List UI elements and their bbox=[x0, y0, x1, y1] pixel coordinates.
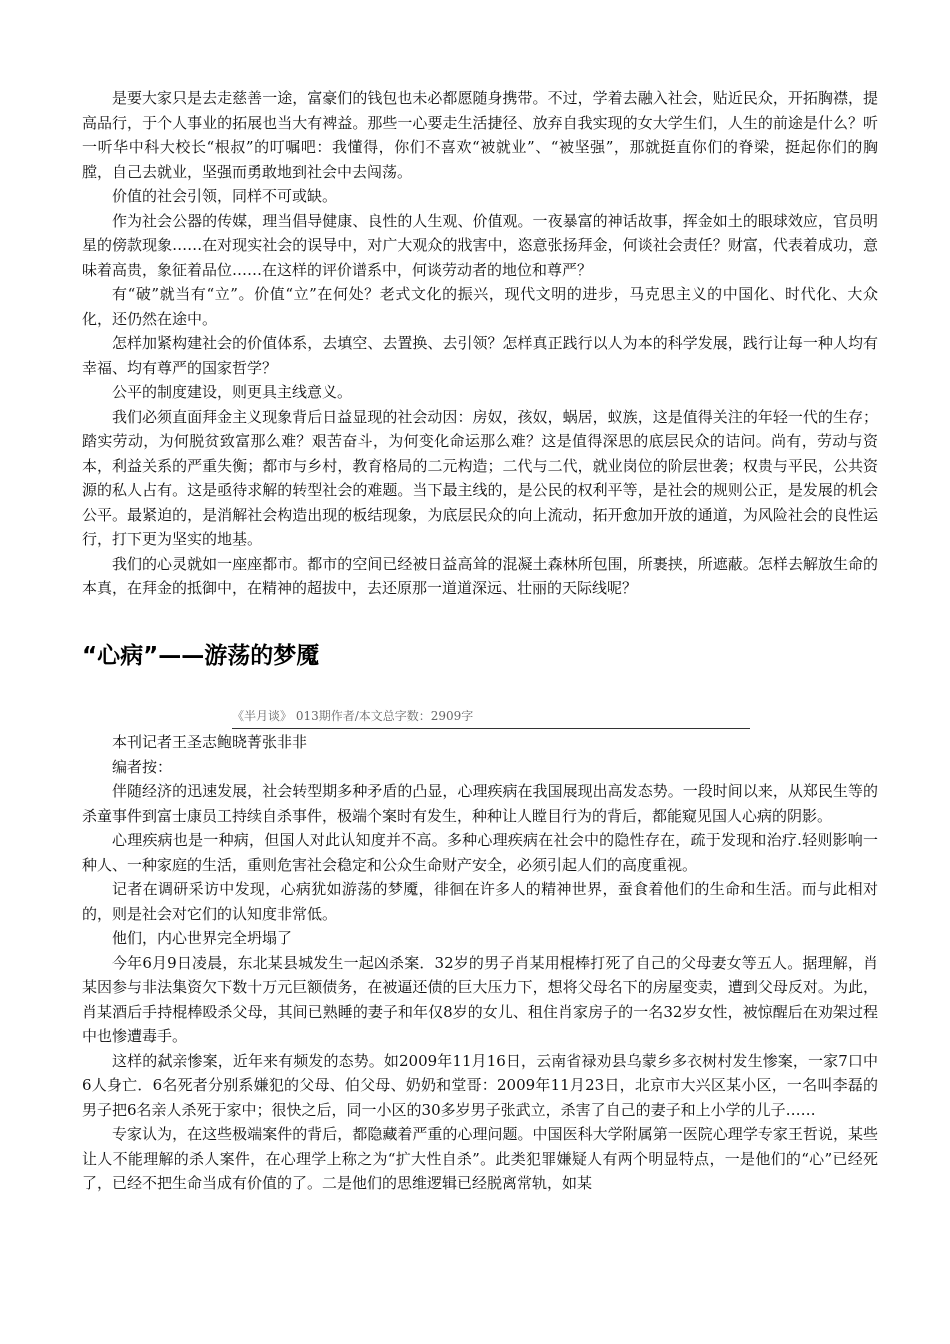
body-paragraph: 怎样加紧构建社会的价值体系，去填空、去置换、去引领？怎样真正践行以人为本的科学发展，践行让每一种人均有幸福、均有尊严的国家哲学？ bbox=[82, 334, 878, 377]
article-source-line bbox=[232, 707, 750, 729]
body-paragraph: 这样的弑亲惨案，近年来有频发的态势。如2009年11月16日，云南省禄劝县乌蒙乡多衣树村发生惨案，一家7口中6人身亡．6名死者分别系嫌犯的父母、伯父母、奶奶和堂哥：2009年11月23日，北京市大兴区某小区，一名叫李磊的男子把6名亲人杀死于家中；很快之后，同一小区的30多岁男子张武立，杀害了自己的妻子和上小学的儿子…… bbox=[82, 1051, 878, 1119]
body-paragraph: 伴随经济的迅速发展，社会转型期多种矛盾的凸显，心理疾病在我国展现出高发态势。一段时间以来，从郑民生等的杀童事件到富士康员工持续自杀事件，极端个案时有发生，种种让人瞠目行为的背后，都能窥见国人心病的阴影。 bbox=[82, 782, 878, 825]
body-paragraph: 记者在调研采访中发现，心病犹如游荡的梦魇，徘徊在许多人的精神世界，蚕食着他们的生命和生活。而与此相对的，则是社会对它们的认知度非常低。 bbox=[82, 880, 878, 923]
article-title: “心病”——游荡的梦魇 bbox=[82, 643, 320, 669]
body-paragraph: 专家认为，在这些极端案件的背后，都隐藏着严重的心理问题。中国医科大学附属第一医院心理学专家王哲说，某些让人不能理解的杀人案件，在心理学上称之为“扩大性自杀”。此类犯罪嫌疑人有两个明显特点，一是他们的“心”已经死了，已经不把生命当成有价值的了。二是他们的思维逻辑已经脱离常轨，如某 bbox=[82, 1125, 878, 1192]
body-paragraph: 有“破”就当有“立”。价值“立”在何处？老式文化的振兴，现代文明的进步，马克思主义的中国化、时代化、大众化，还仍然在途中。 bbox=[82, 285, 879, 328]
body-paragraph: 作为社会公器的传媒，理当倡导健康、良性的人生观、价值观。一夜暴富的神话故事，挥金如土的眼球效应，官员明星的傍款现象……在对现实社会的误导中，对广大观众的戕害中，恣意张扬拜金，何谈社会责任？财富，代表着成功，意味着高贵，象征着品位……在这样的评价谱系中，何谈劳动者的地位和尊严？ bbox=[82, 211, 878, 279]
body-paragraph: 公平的制度建设，则更具主线意义。 bbox=[112, 383, 353, 401]
article-source: 《半月谈》 013期作者/本文总字数：2909字 bbox=[232, 709, 474, 723]
body-paragraph: 我们的心灵就如一座座都市。都市的空间已经被日益高耸的混凝土森林所包围，所裹挟，所遮蔽。怎样去解放生命的本真，在拜金的抵御中，在精神的超拔中，去还原那一道道深远、壮丽的天际线呢？ bbox=[82, 554, 878, 597]
article-body bbox=[82, 730, 878, 1196]
body-paragraph: 心理疾病也是一种病，但国人对此认知度并不高。多种心理疾病在社会中的隐性存在，疏于发现和治疗.轻则影响一种人、一种家庭的生活，重则危害社会稳定和公众生命财产安全，必须引起人们的高度重视。 bbox=[82, 831, 878, 874]
body-paragraph: 是要大家只是去走慈善一途，富豪们的钱包也未必都愿随身携带。不过，学着去融入社会，贴近民众，开拓胸襟，提高品行，于个人事业的拓展也当大有裨益。那些一心要走生活捷径、放弃自我实现的女大学生们，人生的前途是什么？听一听华中科大校长“根叔”的叮嘱吧：我懂得，你们不喜欢“被就业”、“被坚强”，那就挺直你们的脊梁，挺起你们的胸膛，自己去就业，坚强而勇敢地到社会中去闯荡。 bbox=[82, 89, 878, 181]
byline: 本刊记者王圣志鲍晓菁张非非 bbox=[112, 733, 308, 751]
body-paragraph: 价值的社会引领，同样不可或缺。 bbox=[112, 187, 338, 205]
editor-note-label: 编者按： bbox=[112, 757, 173, 776]
section-subheading: 他们，内心世界完全坍塌了 bbox=[112, 929, 293, 947]
previous-article-body bbox=[82, 86, 878, 601]
body-paragraph: 今年6月9日凌晨，东北某县城发生一起凶杀案．32岁的男子肖某用棍棒打死了自己的父母妻女等五人。据理解，肖某因参与非法集资欠下数十万元巨额债务，在被逼还债的巨大压力下，想将父母名下的房屋变卖，遭到父母反对。为此，肖某酒后手持棍棒殴杀父母，其间已熟睡的妻子和年仅8岁的女儿、租住肖家房子的一名32岁女性，被惊醒后在劝架过程中也惨遭毒手。 bbox=[82, 953, 878, 1045]
body-paragraph: 我们必须直面拜金主义现象背后日益显现的社会动因：房奴，孩奴，蜗居，蚁族，这是值得关注的年轻一代的生存；踏实劳动，为何脱贫致富那么难？艰苦奋斗，为何变化命运那么难？这是值得深思的底层民众的诘问。尚有，劳动与资本，利益关系的严重失衡；都市与乡村，教育格局的二元构造；二代与二代，就业岗位的阶层世袭；权贵与平民，公共资源的私人占有。这是亟待求解的转型社会的难题。当下最主线的，是公民的权利平等，是社会的规则公正，是发展的机会公平。最紧迫的，是消解社会构造出现的板结现象，为底层民众的向上流动，拓开愈加开放的通道，为风险社会的良性运行，打下更为坚实的地基。 bbox=[82, 407, 878, 548]
